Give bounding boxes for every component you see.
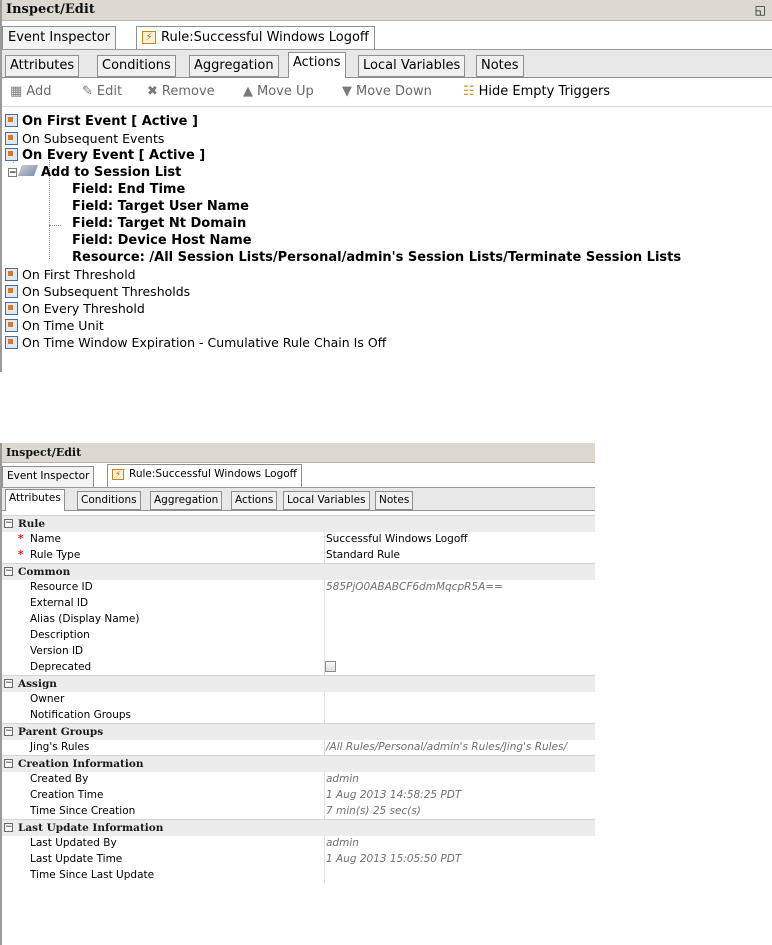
- property-value[interactable]: [324, 627, 595, 643]
- add-icon: ▦: [10, 84, 23, 99]
- trigger-on-subsequent-thresholds[interactable]: On Subsequent Thresholds: [5, 283, 190, 300]
- property-label: Last Updated By: [30, 837, 117, 849]
- category-row[interactable]: [2, 723, 595, 740]
- editor-tabs: [2, 488, 595, 511]
- document-tabs: [2, 463, 595, 488]
- property-row[interactable]: [2, 739, 595, 755]
- tab-conditions[interactable]: Conditions: [97, 55, 176, 77]
- tab-notes[interactable]: Notes: [476, 55, 524, 77]
- filter-icon: ☷: [463, 84, 475, 99]
- trigger-icon: [5, 114, 18, 127]
- property-value[interactable]: 1 Aug 2013 15:05:50 PDT: [324, 851, 595, 867]
- category-row[interactable]: [2, 675, 595, 692]
- property-row[interactable]: [2, 659, 595, 675]
- property-row[interactable]: [2, 867, 595, 883]
- collapse-icon[interactable]: −: [5, 518, 13, 528]
- property-row[interactable]: [2, 787, 595, 803]
- property-row[interactable]: [2, 803, 595, 819]
- edit-button[interactable]: ✎ Edit: [82, 84, 123, 99]
- tab-attributes[interactable]: Attributes: [5, 55, 79, 77]
- property-value: [324, 820, 595, 836]
- action-icon: [18, 165, 38, 176]
- triangle-down-icon: ▼: [342, 84, 352, 99]
- property-label: Last Update Time: [30, 853, 123, 865]
- collapse-icon[interactable]: −: [5, 758, 13, 768]
- property-label: Owner: [30, 693, 65, 705]
- property-label: Notification Groups: [30, 709, 132, 721]
- property-label: Resource ID: [30, 581, 93, 593]
- field-end-time[interactable]: Field: End Time: [72, 182, 186, 197]
- category-row[interactable]: [2, 563, 595, 580]
- property-value[interactable]: 7 min(s) 25 sec(s): [324, 803, 595, 819]
- property-row[interactable]: [2, 627, 595, 643]
- tab-notes[interactable]: Notes: [375, 491, 413, 510]
- trigger-on-every-threshold[interactable]: On Every Threshold: [5, 300, 145, 317]
- field-device-host-name[interactable]: Field: Device Host Name: [72, 233, 252, 248]
- tab-local-variables[interactable]: Local Variables: [283, 491, 370, 510]
- move-down-button[interactable]: ▼ Move Down: [342, 84, 432, 99]
- property-value[interactable]: [324, 611, 595, 627]
- property-value[interactable]: [324, 595, 595, 611]
- collapse-icon[interactable]: −: [5, 822, 13, 832]
- tab-event-inspector[interactable]: Event Inspector: [2, 26, 116, 49]
- trigger-icon: [5, 132, 18, 145]
- inspect-edit-panel-attributes: [0, 443, 595, 945]
- trigger-on-time-unit[interactable]: On Time Unit: [5, 317, 104, 334]
- property-label: Created By: [30, 773, 89, 785]
- property-label: * Rule Type: [18, 549, 81, 561]
- tab-actions[interactable]: Actions: [288, 52, 346, 78]
- trigger-icon: [5, 336, 18, 349]
- property-label: * Name: [18, 533, 61, 545]
- trigger-on-first-event[interactable]: On First Event [ Active ]: [5, 113, 198, 130]
- add-button[interactable]: ▦ Add: [10, 84, 52, 99]
- property-label: Assign: [18, 678, 57, 690]
- property-row[interactable]: [2, 595, 595, 611]
- property-label: Alias (Display Name): [30, 613, 140, 625]
- pencil-icon: ✎: [82, 84, 93, 99]
- panel-title: Inspect/Edit: [6, 2, 95, 17]
- property-value[interactable]: 1 Aug 2013 14:58:25 PDT: [324, 787, 595, 803]
- collapse-icon[interactable]: −: [5, 566, 13, 576]
- property-label: Rule: [18, 518, 46, 530]
- property-label: Deprecated: [30, 661, 92, 673]
- deprecated-checkbox[interactable]: [325, 661, 336, 672]
- trigger-icon: [5, 302, 18, 315]
- property-label: Common: [18, 566, 71, 578]
- hide-empty-triggers-button[interactable]: ☷ Hide Empty Triggers: [463, 84, 611, 99]
- property-value[interactable]: [324, 691, 595, 707]
- required-marker: *: [18, 549, 24, 561]
- property-label: Time Since Last Update: [30, 869, 155, 881]
- property-label: Description: [30, 629, 90, 641]
- category-row[interactable]: [2, 819, 595, 836]
- property-value[interactable]: Successful Windows Logoff: [324, 531, 595, 547]
- restore-icon[interactable]: ◱: [754, 3, 766, 17]
- property-value: [324, 724, 595, 740]
- property-row[interactable]: [2, 643, 595, 659]
- property-value: [324, 516, 595, 532]
- tab-conditions[interactable]: Conditions: [77, 491, 141, 510]
- field-target-user-name[interactable]: Field: Target User Name: [72, 199, 249, 214]
- trigger-on-time-window-expiration[interactable]: On Time Window Expiration - Cumulative Rule Chain Is Off: [5, 334, 386, 351]
- tab-attributes[interactable]: Attributes: [5, 489, 65, 511]
- property-row[interactable]: [2, 531, 595, 547]
- rule-icon: ⚡: [112, 469, 124, 480]
- move-up-button[interactable]: ▲ Move Up: [243, 84, 314, 99]
- property-label: External ID: [30, 597, 89, 609]
- category-row[interactable]: [2, 755, 595, 772]
- resource-session-list[interactable]: Resource: /All Session Lists/Personal/admin's Session Lists/Terminate Session Lists: [72, 250, 682, 265]
- property-value: [324, 676, 595, 692]
- property-row[interactable]: [2, 547, 595, 563]
- tab-rule-successful-windows-logoff[interactable]: ⚡ Rule:Successful Windows Logoff: [107, 464, 302, 487]
- category-row[interactable]: [2, 515, 595, 532]
- property-label: Creation Information: [18, 758, 144, 770]
- property-value[interactable]: 585PjO0ABABCF6dmMqcpR5A==: [324, 579, 595, 595]
- field-target-nt-domain[interactable]: Field: Target Nt Domain: [72, 216, 247, 231]
- property-row[interactable]: [2, 771, 595, 787]
- inspect-edit-panel-actions: [0, 0, 772, 372]
- property-value[interactable]: Standard Rule: [324, 547, 595, 563]
- panel-title: Inspect/Edit: [6, 446, 82, 459]
- trigger-icon: [5, 268, 18, 281]
- tab-rule-successful-windows-logoff[interactable]: ⚡ Rule:Successful Windows Logoff: [136, 26, 375, 49]
- property-label: Creation Time: [30, 789, 104, 801]
- trigger-icon: [5, 285, 18, 298]
- trigger-on-every-event[interactable]: On Every Event [ Active ]: [5, 147, 205, 164]
- property-row[interactable]: [2, 579, 595, 595]
- property-label: Parent Groups: [18, 726, 104, 738]
- property-label: Last Update Information: [18, 822, 164, 834]
- property-row[interactable]: [2, 835, 595, 851]
- property-value[interactable]: admin: [324, 835, 595, 851]
- property-value: [324, 756, 595, 772]
- tab-event-inspector[interactable]: Event Inspector: [2, 466, 94, 487]
- property-value[interactable]: [324, 643, 595, 659]
- remove-button[interactable]: ✖ Remove: [147, 84, 215, 99]
- property-label: Version ID: [30, 645, 84, 657]
- trigger-icon: [5, 148, 18, 161]
- property-row[interactable]: [2, 691, 595, 707]
- panel-title-bar: [2, 443, 595, 463]
- remove-icon: ✖: [147, 84, 158, 99]
- tree-connector: [49, 225, 61, 226]
- collapse-icon[interactable]: −: [5, 678, 13, 688]
- property-label: Jing's Rules: [30, 741, 90, 753]
- triangle-up-icon: ▲: [243, 84, 253, 99]
- collapse-icon[interactable]: −: [5, 726, 13, 736]
- collapse-icon[interactable]: −: [9, 168, 17, 178]
- action-add-to-session-list[interactable]: − Add to Session List: [9, 165, 182, 180]
- document-tabs: [2, 21, 772, 50]
- rule-icon: ⚡: [142, 31, 156, 44]
- editor-tabs: [2, 50, 772, 78]
- property-value[interactable]: [324, 659, 595, 675]
- property-row[interactable]: [2, 611, 595, 627]
- trigger-icon: [5, 319, 18, 332]
- tab-actions[interactable]: Actions: [231, 491, 277, 510]
- property-value: [324, 564, 595, 580]
- tab-aggregation[interactable]: Aggregation: [150, 491, 222, 510]
- property-value[interactable]: [324, 867, 595, 883]
- property-row[interactable]: [2, 851, 595, 867]
- trigger-on-first-threshold[interactable]: On First Threshold: [5, 266, 136, 283]
- property-value[interactable]: [324, 707, 595, 723]
- property-row[interactable]: [2, 707, 595, 723]
- tab-aggregation[interactable]: Aggregation: [189, 55, 279, 77]
- panel-title-bar: [2, 0, 772, 21]
- actions-toolbar: [2, 78, 772, 107]
- property-value[interactable]: admin: [324, 771, 595, 787]
- trigger-on-subsequent-events[interactable]: On Subsequent Events: [5, 130, 164, 147]
- property-value[interactable]: /All Rules/Personal/admin's Rules/Jing's Rules/: [324, 739, 595, 755]
- required-marker: *: [18, 533, 24, 545]
- property-label: Time Since Creation: [30, 805, 136, 817]
- tab-local-variables[interactable]: Local Variables: [358, 55, 465, 77]
